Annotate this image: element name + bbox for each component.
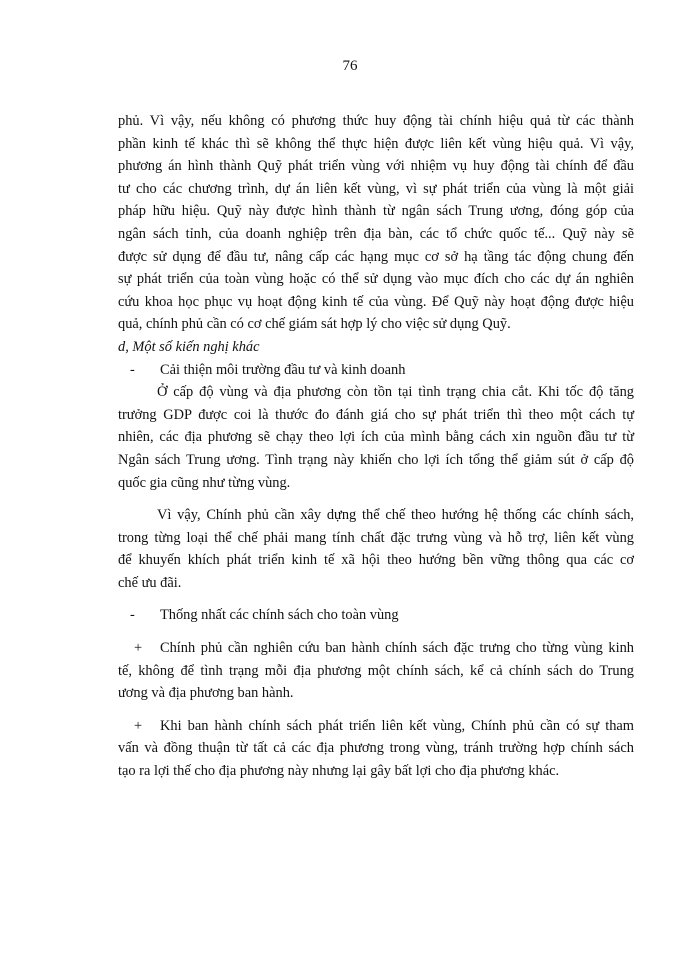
text-line: tạo ra lợi thế cho địa phương này nhưng lại gây bất lợi cho địa phương khác. — [118, 763, 560, 780]
text-line: Ngân sách Trung ương. Tình trạng này khiến cho lợi ích tổng thể giảm sút ở cấp độ — [118, 451, 634, 468]
paragraph-gap — [118, 494, 634, 504]
bullet-unified-policies — [118, 604, 634, 627]
text-line: được sử dụng để đầu tư, nâng cấp các hạng mục cơ sở hạ tầng tác động chung đến — [118, 248, 634, 265]
plus-item-specific-policy — [118, 637, 634, 705]
text-line: pháp hữu hiệu. Quỹ này được hình thành từ ngân sách Trung ương, đóng góp của — [118, 203, 634, 220]
text-line: Vì vậy, Chính phủ cần xây dựng thể chế theo hướng hệ thống các chính sách, — [157, 507, 634, 524]
plus-marker: + — [134, 717, 143, 734]
text-line: chế ưu đãi. — [118, 574, 182, 591]
text-line: trưởng GDP được coi là thước đo đánh giá cho sự phát triển thì theo một cách tự — [118, 406, 634, 423]
bullet-investment-environment — [118, 359, 634, 382]
page-number: 76 — [342, 58, 358, 74]
paragraph-fragmentation — [118, 381, 634, 494]
paragraph-gap — [118, 594, 634, 604]
paragraph-regional-fund — [118, 110, 634, 336]
page-body — [118, 110, 634, 783]
paragraph-gap — [118, 627, 634, 637]
dash-marker: - — [130, 361, 135, 378]
text-line: Ở cấp độ vùng và địa phương còn tồn tại tình trạng chia cắt. Khi tốc độ tăng — [157, 384, 634, 401]
text-line: tế, không để tình trạng mỗi địa phương một chính sách, kể cả chính sách do Trung — [118, 662, 634, 679]
text-line: ngân sách tỉnh, của doanh nghiệp trên địa bàn, các tổ chức quốc tế... Quỹ này sẽ — [118, 225, 634, 242]
paragraph-gap — [118, 705, 634, 715]
text-line: tư cho các chương trình, dự án liên kết vùng, vì sự phát triển của vùng là một giải — [118, 180, 634, 197]
plus-item-first-line — [118, 715, 634, 738]
text-line: nhiên, các địa phương sẽ chạy theo lợi ích của mình bằng cách xin nguồn đầu tư từ — [118, 429, 634, 446]
plus-item-text: Khi ban hành chính sách phát triển liên kết vùng, Chính phủ cần có sự tham — [160, 717, 634, 734]
text-line: quả, chính phủ cần có cơ chế giám sát hợp lý cho việc sử dụng Quỹ. — [118, 316, 511, 333]
dash-marker: - — [130, 607, 135, 624]
text-line: để khuyến khích phát triển kinh tế xã hội theo hướng bền vững thông qua các cơ — [118, 552, 634, 569]
bullet-text: Thống nhất các chính sách cho toàn vùng — [160, 607, 399, 624]
text-line: phương án hình thành Quỹ phát triển vùng với nhiệm vụ huy động tài chính để đầu — [118, 158, 634, 175]
bullet-text: Cải thiện môi trường đầu tư và kinh doanh — [160, 361, 406, 378]
section-heading: d, Một số kiến nghị khác — [118, 338, 260, 355]
text-line: cứu khoa học phục vụ hoạt động kinh tế của vùng. Để Quỹ này hoạt động được hiệu — [118, 293, 634, 310]
paragraph-institutions — [118, 504, 634, 594]
text-line: sự phát triển của toàn vùng hoặc có thể sử dụng vào mục đích cho các dự án nghiên — [118, 271, 634, 288]
text-line: quốc gia cũng như từng vùng. — [118, 474, 291, 491]
text-line: phủ. Vì vậy, nếu không có phương thức huy động tài chính hiệu quả từ các thành — [118, 113, 634, 129]
text-line: trong từng loại thể chế phải mang tính chất đặc trưng vùng và hỗ trợ, liên kết vùng — [118, 529, 634, 546]
plus-item-text: Chính phủ cần nghiên cứu ban hành chính sách đặc trưng cho từng vùng kinh — [160, 640, 634, 657]
text-line: phần kinh tế khác thì sẽ không thể thực hiện được liên kết vùng hiệu quả. Vì vậy, — [118, 135, 634, 152]
text-line: vấn và đồng thuận từ tất cả các địa phương trong vùng, tránh trường hợp chính sách — [118, 740, 634, 757]
plus-marker: + — [134, 640, 143, 657]
plus-item-first-line — [118, 637, 634, 660]
text-line: ương và địa phương ban hành. — [118, 685, 294, 702]
plus-item-consultation — [118, 715, 634, 783]
